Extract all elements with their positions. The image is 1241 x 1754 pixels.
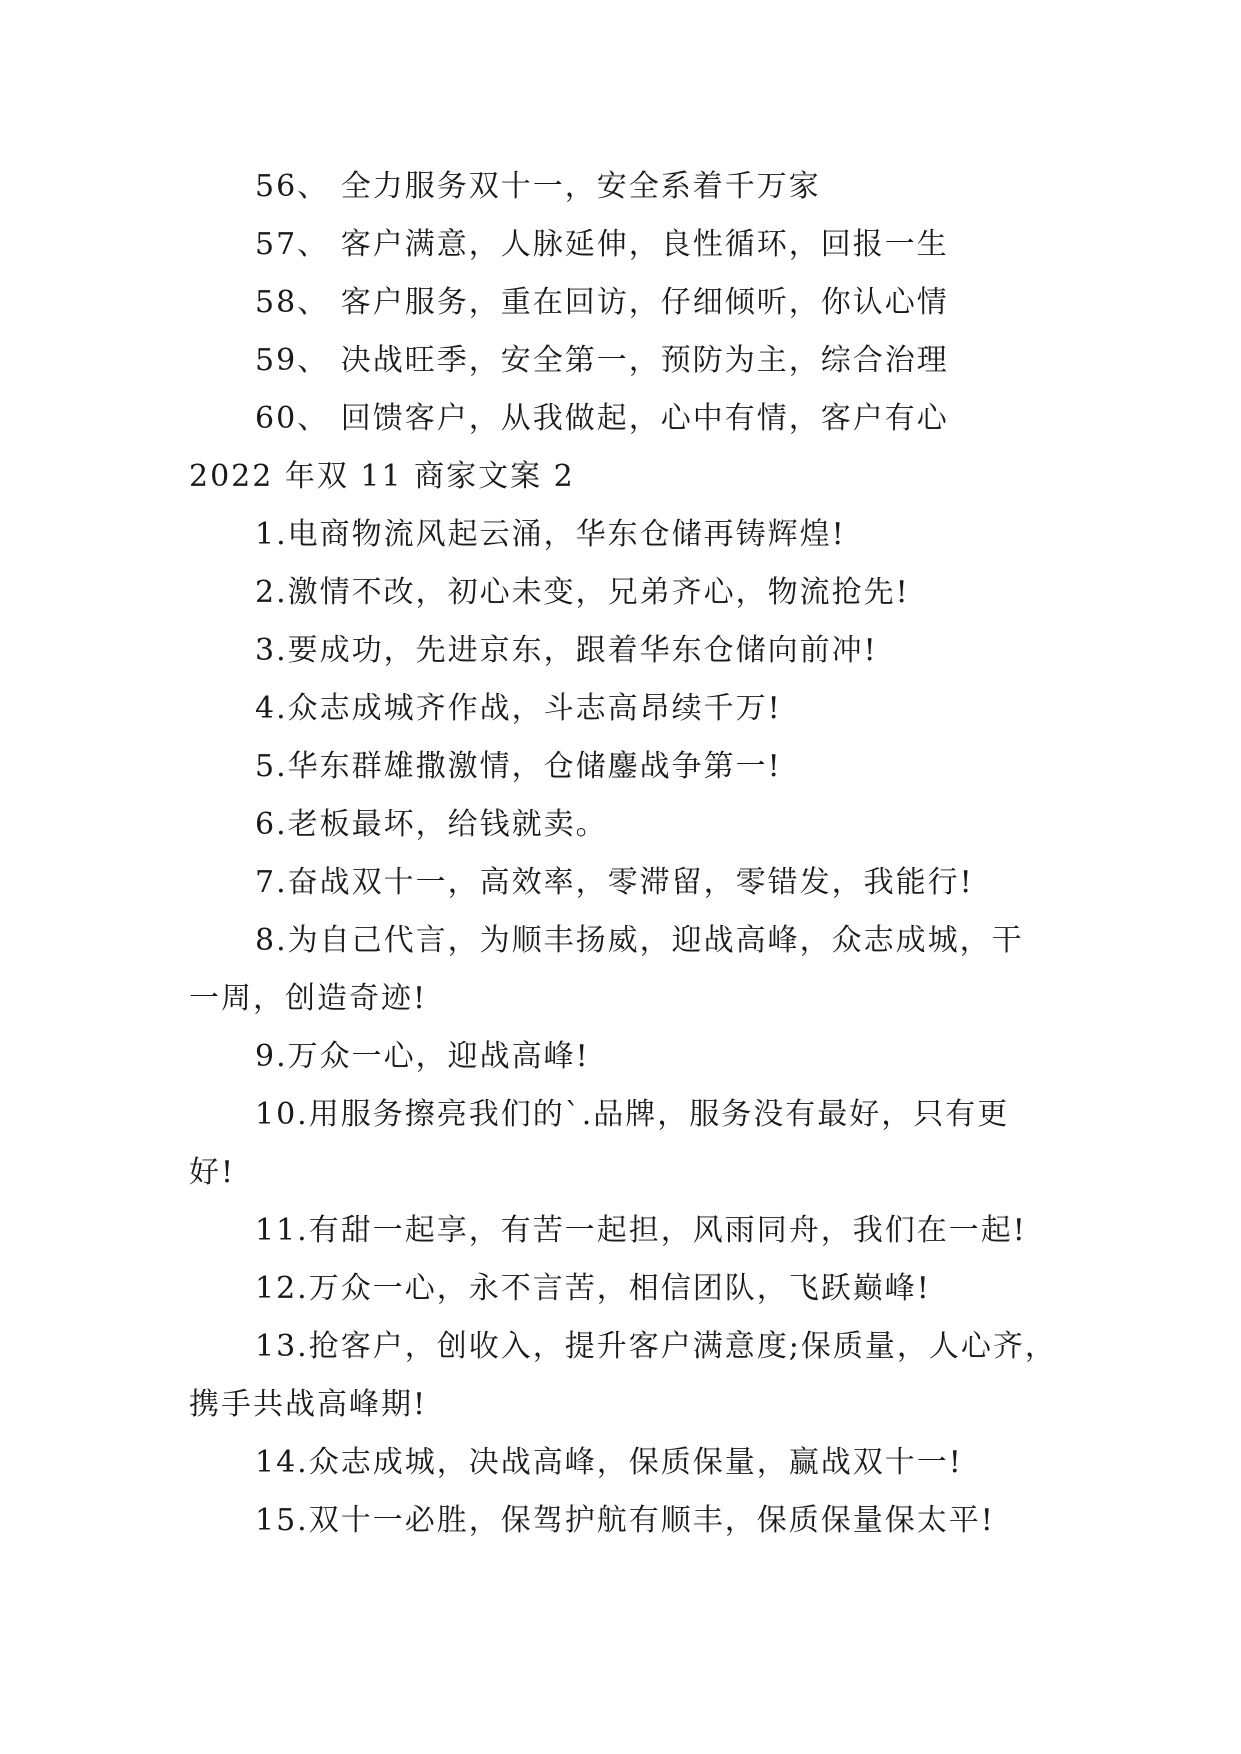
- list-item: 10.用服务擦亮我们的`.品牌，服务没有最好，只有更: [255, 1097, 1010, 1132]
- list-item: 7.奋战双十一，高效率，零滞留，零错发，我能行!: [255, 865, 974, 900]
- list-item: 9.万众一心，迎战高峰!: [255, 1039, 590, 1074]
- list-item: 1.电商物流风起云涌，华东仓储再铸辉煌!: [255, 517, 846, 552]
- list-item: 15.双十一必胜，保驾护航有顺丰，保质保量保太平!: [255, 1503, 995, 1538]
- list-item: 4.众志成城齐作战，斗志高昂续千万!: [255, 691, 782, 726]
- list-item: 2.激情不改，初心未变，兄弟齐心，物流抢先!: [255, 575, 910, 610]
- list-item: 5.华东群雄撒激情，仓储鏖战争第一!: [255, 749, 782, 784]
- list-item: 14.众志成城，决战高峰，保质保量，赢战双十一!: [255, 1445, 963, 1480]
- list-item-continuation: 好!: [189, 1155, 236, 1190]
- list-item: 58、 客户服务，重在回访，仔细倾听，你认心情: [255, 285, 949, 320]
- list-item: 12.万众一心，永不言苦，相信团队，飞跃巅峰!: [255, 1271, 931, 1306]
- list-item-continuation: 一周，创造奇迹!: [189, 981, 428, 1016]
- list-item: 11.有甜一起享，有苦一起担，风雨同舟，我们在一起!: [255, 1213, 1027, 1248]
- list-item: 13.抢客户，创收入，提升客户满意度;保质量，人心齐，: [255, 1329, 1057, 1364]
- list-item: 60、 回馈客户，从我做起，心中有情，客户有心: [255, 401, 949, 436]
- list-item: 57、 客户满意，人脉延伸，良性循环，回报一生: [255, 227, 949, 262]
- document-body: [189, 158, 1069, 1550]
- list-item: 56、 全力服务双十一，安全系着千万家: [255, 169, 821, 204]
- list-item: 3.要成功，先进京东，跟着华东仓储向前冲!: [255, 633, 878, 668]
- list-item: 6.老板最坏，给钱就卖。: [255, 807, 608, 842]
- list-item: 59、 决战旺季，安全第一，预防为主，综合治理: [255, 343, 949, 378]
- section-title: 2022 年双 11 商家文案 2: [189, 459, 575, 494]
- list-item-continuation: 携手共战高峰期!: [189, 1387, 428, 1422]
- list-item: 8.为自己代言，为顺丰扬威，迎战高峰，众志成城，干: [255, 923, 1024, 958]
